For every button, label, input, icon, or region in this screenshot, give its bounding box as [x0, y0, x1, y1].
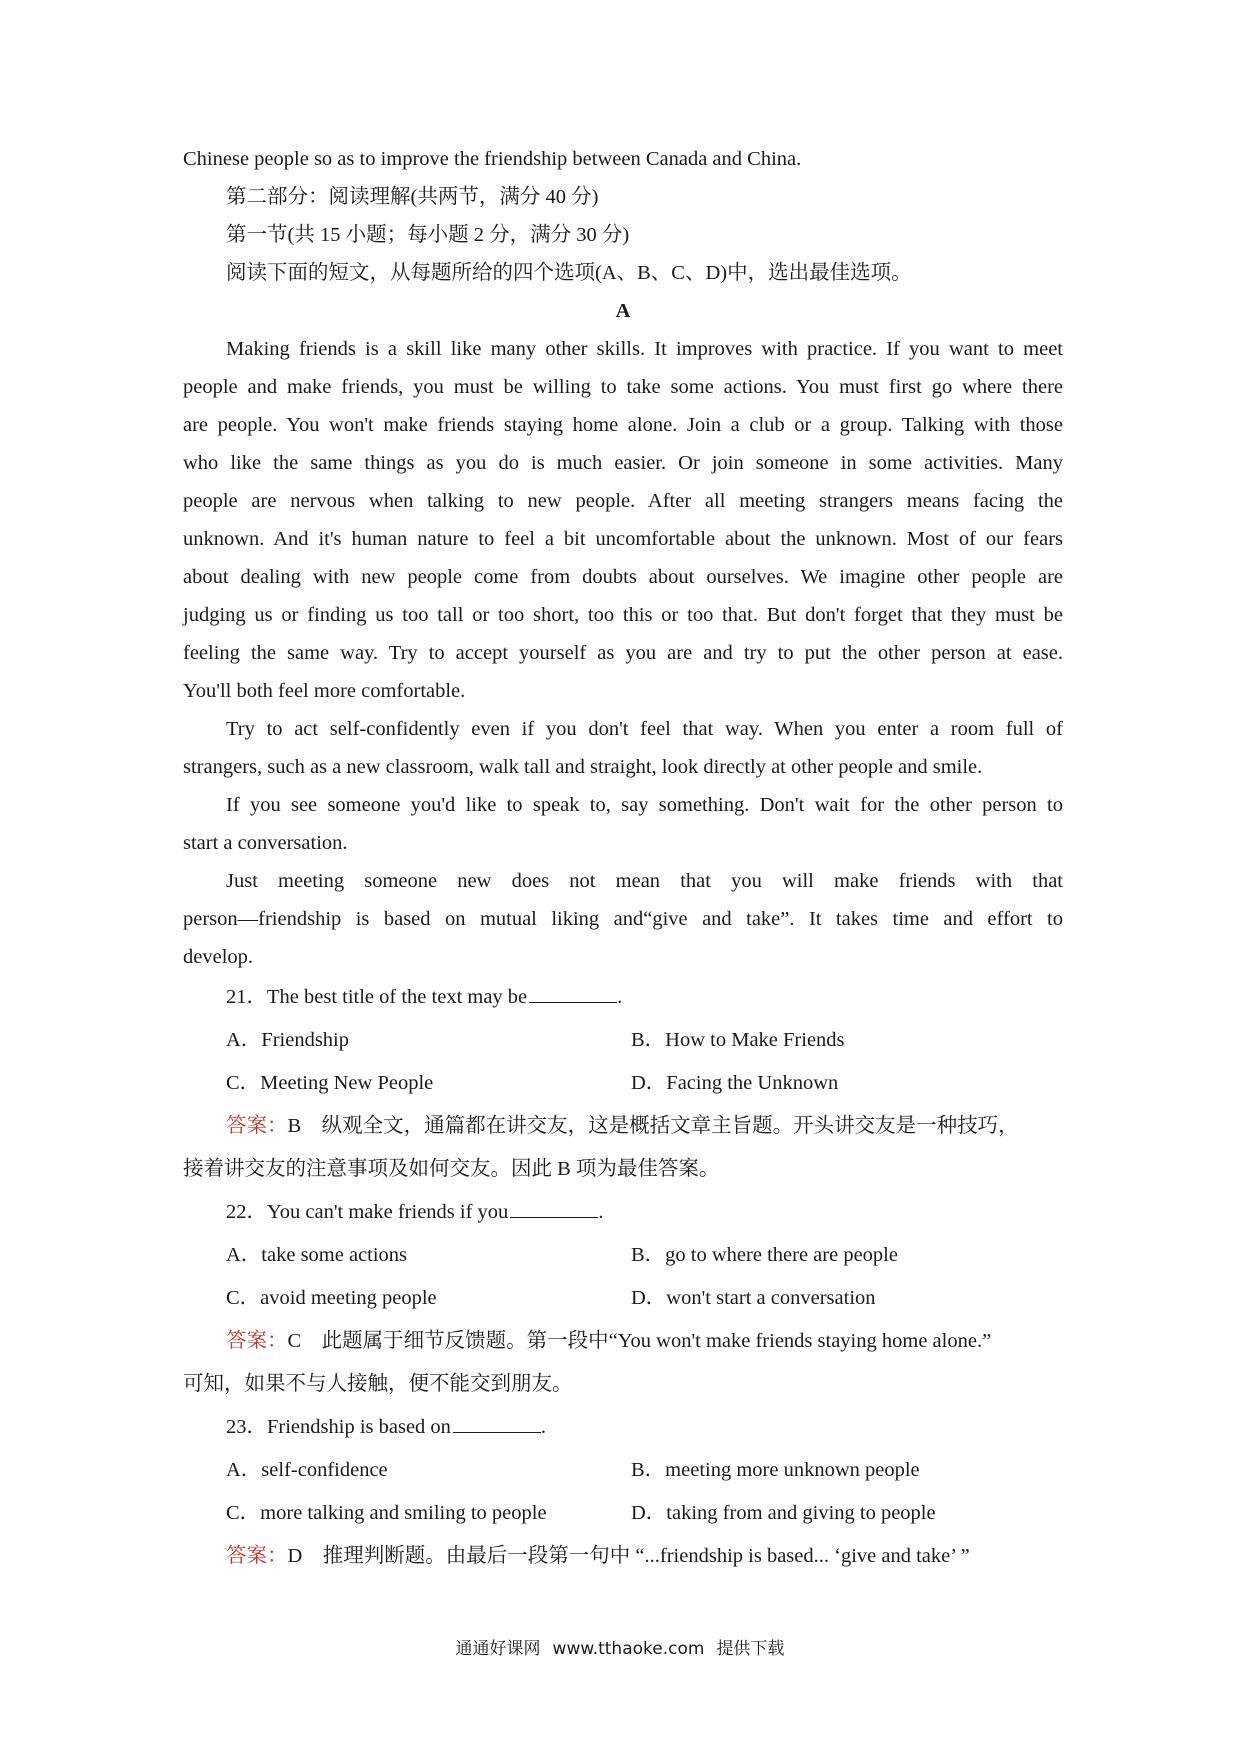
section-title: 第一节(共 15 小题；每小题 2 分，满分 30 分) [226, 224, 630, 246]
answer-line: 接着讲交友的注意事项及如何交友。因此 B 项为最佳答案。 [183, 1158, 720, 1180]
question-stem: 22．You can't make friends if you . [226, 1201, 604, 1223]
answer-label: 答案： [226, 1115, 288, 1137]
document-page [183, 140, 1063, 1578]
options-row [183, 1062, 1063, 1105]
option-c: C．more talking and smiling to people [226, 1502, 547, 1524]
question-stem: 21．The best title of the text may be . [226, 986, 623, 1008]
passage-label: A [615, 300, 631, 322]
option-d: D．taking from and giving to people [631, 1502, 936, 1524]
option-b: B．How to Make Friends [631, 1029, 845, 1051]
answer-line: 答案：D 推理判断题。由最后一段第一句中 “...friendship is based... ‘give and take’ ” [226, 1545, 970, 1567]
answer-blank [529, 984, 617, 1003]
option-c: C．Meeting New People [226, 1072, 434, 1094]
answer-line: 答案：C 此题属于细节反馈题。第一段中“You won't make friends staying home alone.” [226, 1330, 992, 1352]
passage-line: Just meeting someone new does not mean that you will make friends with that [226, 870, 1063, 892]
question-22 [183, 1191, 1063, 1406]
page-footer [0, 1634, 1240, 1659]
passage-line: who like the same things as you do is much easier. Or join someone in some activities. Many [183, 452, 1063, 474]
option-b: B．meeting more unknown people [631, 1459, 920, 1481]
passage-line: unknown. And it's human nature to feel a bit uncomfortable about the unknown. Most of our fears [183, 528, 1063, 550]
answer-blank [453, 1414, 541, 1433]
footer-suffix: 提供下载 [716, 1639, 785, 1659]
instructions: 阅读下面的短文，从每题所给的四个选项(A、B、C、D)中，选出最佳选项。 [226, 262, 912, 284]
answer-line: 可知，如果不与人接触，便不能交到朋友。 [183, 1373, 573, 1395]
passage [183, 330, 1063, 976]
options-row [183, 1449, 1063, 1492]
continued-line: Chinese people so as to improve the friendship between Canada and China. [183, 148, 802, 170]
passage-line: feeling the same way. Try to accept yourself as you are and try to put the other person at ease. [183, 642, 1063, 664]
passage-line: person—friendship is based on mutual liking and“give and take”. It takes time and effort to [183, 908, 1063, 930]
footer-site-name: 通通好课网 [455, 1639, 541, 1659]
options-row [183, 1492, 1063, 1535]
question-stem: 23．Friendship is based on . [226, 1416, 547, 1438]
option-a: A．self-confidence [226, 1459, 388, 1481]
passage-line: strangers, such as a new classroom, walk tall and straight, look directly at other people and smile. [183, 756, 983, 778]
answer-line: 答案：B 纵观全文，通篇都在讲交友，这是概括文章主旨题。开头讲交友是一种技巧， [226, 1115, 1019, 1137]
options-row [183, 1277, 1063, 1320]
footer-url[interactable]: www.tthaoke.com [552, 1639, 705, 1659]
passage-line: develop. [183, 946, 254, 968]
answer-label: 答案： [226, 1330, 288, 1352]
passage-line: about dealing with new people come from doubts about ourselves. We imagine other people are [183, 566, 1063, 588]
answer-blank [510, 1199, 598, 1218]
passage-line: people and make friends, you must be willing to take some actions. You must first go where there [183, 376, 1063, 398]
passage-line: are people. You won't make friends staying home alone. Join a club or a group. Talking with those [183, 414, 1063, 436]
option-d: D．Facing the Unknown [631, 1072, 839, 1094]
passage-line: Try to act self-confidently even if you don't feel that way. When you enter a room full of [226, 718, 1063, 740]
option-a: A．take some actions [226, 1244, 408, 1266]
part-title: 第二部分：阅读理解(共两节，满分 40 分) [226, 186, 599, 208]
passage-line: You'll both feel more comfortable. [183, 680, 466, 702]
passage-line: people are nervous when talking to new people. After all meeting strangers means facing the [183, 490, 1063, 512]
passage-line: start a conversation. [183, 832, 348, 854]
question-21 [183, 976, 1063, 1191]
option-b: B．go to where there are people [631, 1244, 898, 1266]
option-d: D．won't start a conversation [631, 1287, 876, 1309]
passage-line: judging us or finding us too tall or too short, too this or too that. But don't forget that they must be [183, 604, 1063, 626]
question-23 [183, 1406, 1063, 1578]
options-row [183, 1234, 1063, 1277]
answer-label: 答案： [226, 1545, 288, 1567]
option-a: A．Friendship [226, 1029, 349, 1051]
option-c: C．avoid meeting people [226, 1287, 437, 1309]
passage-line: Making friends is a skill like many other skills. It improves with practice. If you want to meet [226, 338, 1063, 360]
options-row [183, 1019, 1063, 1062]
passage-line: If you see someone you'd like to speak to, say something. Don't wait for the other person to [226, 794, 1063, 816]
